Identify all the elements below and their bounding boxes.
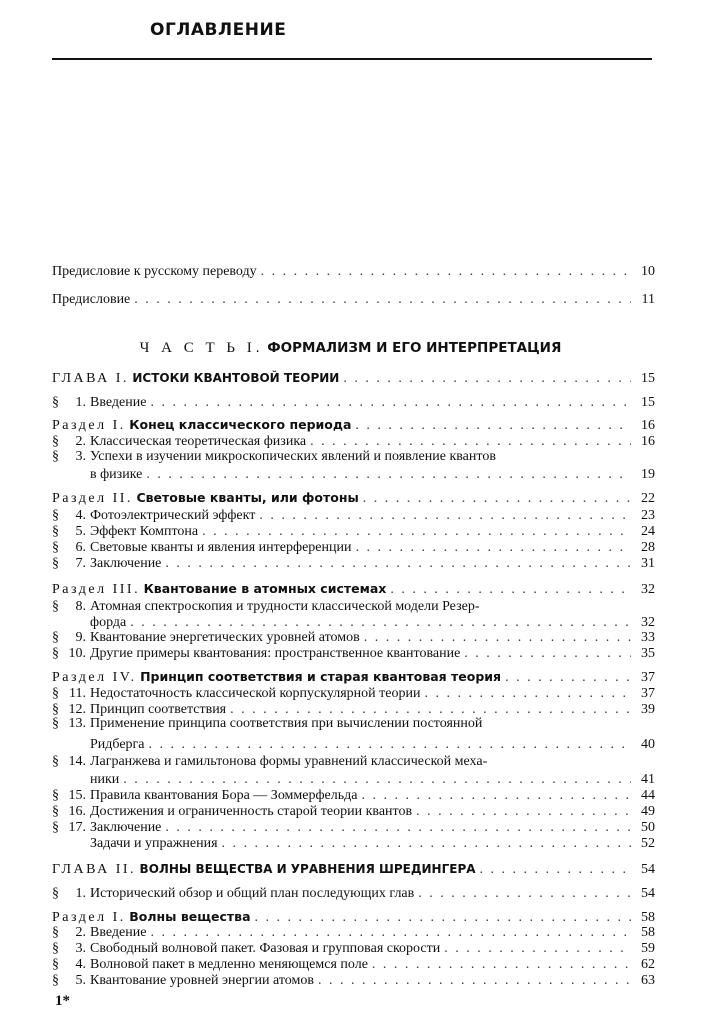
page-number: 31	[641, 556, 655, 571]
leader-dots	[390, 582, 631, 597]
toc-entry[interactable]	[52, 786, 655, 803]
leader-dots	[318, 973, 631, 988]
entry-text: Принцип соответствия и старая квантовая теория	[140, 669, 502, 684]
section-mark: §	[52, 973, 59, 988]
toc-entry[interactable]	[52, 884, 655, 901]
entry-text: Предисловие	[52, 292, 131, 307]
entry-text: Исторический обзор и общий план последующих глав	[90, 886, 415, 901]
toc-entry[interactable]	[52, 802, 655, 819]
entry-text: Ридберга	[90, 737, 145, 752]
entry-text: 16.	[68, 804, 86, 819]
leader-dots	[343, 371, 631, 386]
page-number: 62	[641, 957, 655, 972]
entry-text: 8.	[75, 599, 86, 614]
entry-text: 6.	[75, 540, 86, 555]
entry-text: Эффект Комптона	[90, 524, 199, 539]
section-mark: §	[52, 524, 59, 539]
entry-text: Заключение	[90, 820, 162, 835]
entry-text: Световые кванты, или фотоны	[136, 490, 359, 505]
entry-text: Введение	[90, 395, 147, 410]
page-number: 11	[641, 292, 655, 307]
toc-entry[interactable]	[52, 700, 655, 717]
entry-text: Классическая теоретическая физика	[90, 434, 307, 449]
leader-dots	[150, 395, 631, 410]
entry-text: 4.	[75, 508, 86, 523]
page-number: 22	[641, 491, 655, 506]
entry-text: Другие примеры квантования: пространственное квантование	[90, 646, 461, 661]
page-number: 16	[641, 418, 655, 433]
entry-text: Раздел II.	[52, 491, 133, 506]
section-mark: §	[52, 925, 59, 940]
toc-entry[interactable]	[52, 628, 655, 645]
entry-text: Свободный волновой пакет. Фазовая и групповая скорости	[90, 941, 441, 956]
page-number: 59	[641, 941, 655, 956]
page-number: 58	[641, 925, 655, 940]
leader-dots	[261, 264, 631, 279]
toc-entry[interactable]	[52, 538, 655, 555]
page-number: 39	[641, 702, 655, 717]
entry-text: 11.	[69, 686, 86, 701]
toc-entry[interactable]	[52, 684, 655, 701]
page-number: 16	[641, 434, 655, 449]
leader-dots	[202, 524, 631, 539]
leader-dots	[355, 540, 631, 555]
section-mark: §	[52, 754, 59, 769]
leader-dots	[480, 862, 631, 877]
entry-text: 13.	[68, 716, 86, 731]
page-number: 54	[641, 862, 655, 877]
entry-text: Применение принципа соответствия при вычислении постоянной	[90, 716, 483, 731]
leader-dots	[363, 491, 631, 506]
entry-text: Квантование в атомных системах	[143, 581, 387, 596]
page-number: 40	[641, 737, 655, 752]
entry-text: Задачи и упражнения	[90, 836, 218, 851]
section-mark: §	[52, 599, 59, 614]
page-number: 63	[641, 973, 655, 988]
page-number: 28	[641, 540, 655, 555]
entry-text: Правила квантования Бора — Зоммерфельда	[90, 788, 358, 803]
leader-dots	[372, 957, 631, 972]
section-mark: §	[52, 449, 59, 464]
toc-entry[interactable]	[52, 432, 655, 449]
entry-text: 12.	[68, 702, 86, 717]
section-mark: §	[52, 556, 59, 571]
entry-text: форда	[90, 615, 127, 630]
section-mark: §	[52, 716, 59, 731]
entry-text: 1.	[75, 886, 86, 901]
toc-entry[interactable]	[52, 818, 655, 835]
entry-text: 14.	[68, 754, 86, 769]
entry-text: 10.	[68, 646, 86, 661]
toc-entry[interactable]	[52, 290, 655, 307]
page-title: ОГЛАВЛЕНИЕ	[150, 20, 287, 40]
page-number: 35	[641, 646, 655, 661]
division-heading[interactable]	[52, 668, 655, 685]
leader-dots	[165, 820, 631, 835]
page-number: 15	[641, 395, 655, 410]
page-number: 41	[641, 772, 655, 787]
entry-text: в физике	[90, 467, 143, 482]
leader-dots	[355, 418, 631, 433]
entry-text: ГЛАВА II.	[52, 862, 137, 877]
entry-text: 17.	[68, 820, 86, 835]
title-rule	[52, 58, 652, 60]
section-mark: §	[52, 788, 59, 803]
leader-dots	[416, 804, 631, 819]
section-mark: §	[52, 540, 59, 555]
toc-entry-continuation[interactable]	[52, 735, 655, 752]
page-number: 32	[641, 582, 655, 597]
page-number: 52	[641, 836, 655, 851]
entry-text: 3.	[75, 449, 86, 464]
leader-dots	[165, 556, 631, 571]
page-number: 37	[641, 686, 655, 701]
entry-text: Заключение	[90, 556, 162, 571]
entry-text: Волны вещества	[129, 909, 251, 924]
leader-dots	[123, 772, 631, 787]
leader-dots	[464, 646, 631, 661]
entry-text: 9.	[75, 630, 86, 645]
section-mark: §	[52, 395, 59, 410]
toc-entry[interactable]	[52, 955, 655, 972]
section-mark: §	[52, 508, 59, 523]
leader-dots	[230, 702, 631, 717]
section-mark: §	[52, 941, 59, 956]
division-heading[interactable]	[52, 416, 655, 433]
entry-text: 1.	[75, 395, 86, 410]
entry-text: 4.	[75, 957, 86, 972]
leader-dots	[134, 292, 631, 307]
page-number: 58	[641, 910, 655, 925]
page-number: 33	[641, 630, 655, 645]
entry-text: Конец классического периода	[129, 417, 352, 432]
entry-text: Раздел I.	[52, 910, 126, 925]
page-number: 49	[641, 804, 655, 819]
page-number: 37	[641, 670, 655, 685]
page-number: 10	[641, 264, 655, 279]
leader-dots	[150, 925, 631, 940]
division-heading[interactable]	[52, 580, 655, 597]
toc-entry[interactable]	[52, 554, 655, 571]
entry-text: Успехи в изучении микроскопических явлений и появление квантов	[90, 449, 496, 464]
entry-text: Предисловие к русскому переводу	[52, 264, 257, 279]
leader-dots	[149, 737, 631, 752]
entry-text: 7.	[75, 556, 86, 571]
toc-entry-first-line[interactable]	[52, 754, 487, 769]
toc-entry[interactable]	[52, 939, 655, 956]
chapter-heading[interactable]	[52, 369, 655, 386]
entry-text: Недостаточность классической корпускулярной теории	[90, 686, 421, 701]
entry-text: Фотоэлектрический эффект	[90, 508, 256, 523]
toc-entry[interactable]	[52, 262, 655, 279]
section-mark: §	[52, 957, 59, 972]
toc-entry[interactable]	[52, 644, 655, 661]
entry-text: Введение	[90, 925, 147, 940]
leader-dots	[418, 886, 631, 901]
toc-entry-continuation[interactable]	[52, 465, 655, 482]
section-mark: §	[52, 630, 59, 645]
page-number: 54	[641, 886, 655, 901]
entry-text: Квантование энергетических уровней атомов	[90, 630, 360, 645]
entry-text: Волновой пакет в медленно меняющемся поле	[90, 957, 368, 972]
entry-text: 5.	[75, 524, 86, 539]
entry-text: Принцип соответствия	[90, 702, 227, 717]
chapter-heading[interactable]	[52, 860, 655, 877]
division-heading[interactable]	[52, 489, 655, 506]
section-mark: §	[52, 886, 59, 901]
entry-text: ВОЛНЫ ВЕЩЕСТВА И УРАВНЕНИЯ ШРЕДИНГЕРА	[139, 862, 476, 876]
entry-text: Раздел III.	[52, 582, 141, 597]
leader-dots	[222, 836, 631, 851]
page-number: 44	[641, 788, 655, 803]
section-mark: §	[52, 702, 59, 717]
leader-dots	[146, 467, 631, 482]
toc-entry-first-line[interactable]	[52, 716, 482, 731]
entry-text: ники	[90, 772, 120, 787]
entry-text: Атомная спектроскопия и трудности классической модели Резер-	[90, 599, 480, 614]
entry-text: Раздел I.	[52, 418, 126, 433]
entry-text: 15.	[68, 788, 86, 803]
page-number: 32	[641, 615, 655, 630]
part-heading	[0, 340, 701, 357]
leader-dots	[444, 941, 631, 956]
entry-text: ИСТОКИ КВАНТОВОЙ ТЕОРИИ	[132, 371, 340, 385]
page-number: 24	[641, 524, 655, 539]
toc-entry[interactable]	[52, 522, 655, 539]
entry-text: ФОРМАЛИЗМ И ЕГО ИНТЕРПРЕТАЦИЯ	[267, 340, 562, 356]
entry-text: 3.	[75, 941, 86, 956]
leader-dots	[361, 788, 631, 803]
entry-text: Ч А С Т Ь I.	[139, 340, 264, 356]
toc-entry[interactable]	[52, 393, 655, 410]
page-number: 15	[641, 371, 655, 386]
leader-dots	[424, 686, 631, 701]
toc-entry[interactable]	[52, 971, 655, 988]
leader-dots	[259, 508, 631, 523]
toc-entry[interactable]	[52, 834, 655, 851]
section-mark: §	[52, 686, 59, 701]
toc-entry[interactable]	[52, 506, 655, 523]
leader-dots	[310, 434, 631, 449]
section-mark: §	[52, 434, 59, 449]
toc-entry-continuation[interactable]	[52, 770, 655, 787]
signature-mark: 1*	[55, 993, 70, 1009]
toc-entry[interactable]	[52, 923, 655, 940]
entry-text: Квантование уровней энергии атомов	[90, 973, 314, 988]
entry-text: Достижения и ограниченность старой теории квантов	[90, 804, 413, 819]
leader-dots	[364, 630, 631, 645]
section-mark: §	[52, 804, 59, 819]
toc-entry-first-line[interactable]	[52, 449, 496, 464]
page-number: 19	[641, 467, 655, 482]
entry-text: 2.	[75, 434, 86, 449]
entry-text: 5.	[75, 973, 86, 988]
leader-dots	[505, 670, 631, 685]
entry-text: 2.	[75, 925, 86, 940]
page-number: 50	[641, 820, 655, 835]
section-mark: §	[52, 820, 59, 835]
entry-text: Раздел IV.	[52, 670, 137, 685]
section-mark: §	[52, 646, 59, 661]
page-number: 23	[641, 508, 655, 523]
toc-entry-first-line[interactable]	[52, 599, 479, 614]
entry-text: ГЛАВА I.	[52, 371, 129, 386]
entry-text: Лагранжева и гамильтонова формы уравнений классической меха-	[90, 754, 488, 769]
entry-text: Световые кванты и явления интерференции	[90, 540, 352, 555]
